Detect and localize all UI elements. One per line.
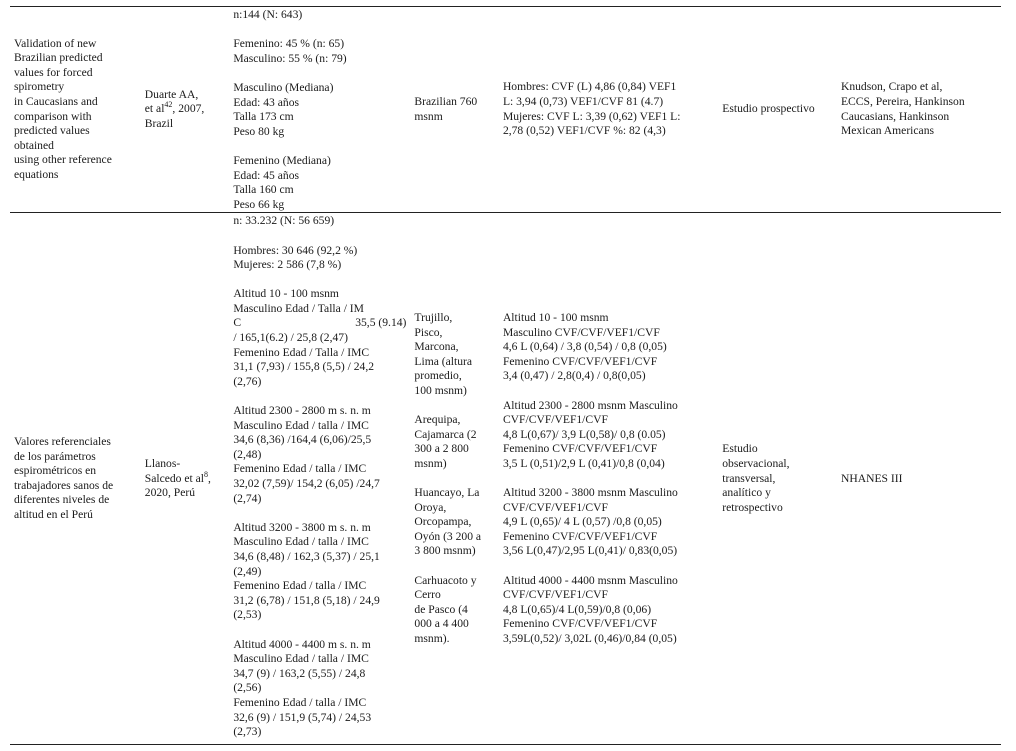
population-cell: n:144 (N: 643) Femenino: 45 % (n: 65) Masculino: 55 % (n: 79) Masculino (Mediana) Edad: 43 años Talla 173 cm Peso 80 kg Femenino (Mediana) Edad: 45 años Talla 160 cm Peso 66 kg [229, 7, 410, 213]
reference-superscript: 42 [164, 100, 173, 110]
table-row [10, 7, 1001, 213]
reference-equations-cell: NHANES III [837, 213, 1001, 745]
spirometry-values-cell: Altitud 10 - 100 msnm Masculino CVF/CVF/VEF1/CVF 4,6 L (0,64) / 3,8 (0,54) / 0,8 (0,05) Femenino CVF/CVF/VEF1/CVF 3,4 (0,47) / 2,8(0,4) / 0,8(0,05) Altitud 2300 - 2800 msnm Masculino CVF/CVF/VEF1/CVF 4,8 L(0,67)/ 3,9 L(0,58)/ 0,8 (0.05) Femenino CVF/CVF/VEF1/CVF 3,5 L (0,51)/2,9 L (0,41)/0,8 (0,04) Altitud 3200 - 3800 msnm Masculino CVF/CVF/VEF1/CVF 4,9 L (0,65)/ 4 L (0,57) /0,8 (0,05) Femenino CVF/CVF/VEF1/CVF 3,56 L(0,47)/2,95 L(0,41)/ 0,83(0,05) Altitud 4000 - 4400 msnm Masculino CVF/CVF/VEF1/CVF 4,8 L(0,65)/4 L(0,59)/0,8 (0,06) Femenino CVF/CVF/VEF1/CVF 3,59L(0,52)/ 3,02L (0,46)/0,84 (0,05) [499, 213, 718, 745]
study-title-cell: Valores referenciales de los parámetros espirométricos en trabajadores sanos de diferentes niveles de altitud en el Perú [10, 213, 141, 745]
altitude-cell: Brazilian 760 msnm [410, 7, 499, 213]
reference-equations-cell: Knudson, Crapo et al, ECCS, Pereira, Hankinson Caucasians, Hankinson Mexican Americans [837, 7, 1001, 213]
reference-superscript: 8 [204, 469, 209, 479]
spirometry-values-cell: Hombres: CVF (L) 4,86 (0,84) VEF1 L: 3,94 (0,73) VEF1/CVF 81 (4.7) Mujeres: CVF L: 3,39 (0,62) VEF1 L: 2,78 (0,52) VEF1/CVF %: 82 (4,3) [499, 7, 718, 213]
study-design-cell: Estudio prospectivo [718, 7, 837, 213]
author-cell: Duarte AA, et $al^{42}$, 2007, Brazil [141, 7, 230, 213]
reference-values-table [10, 6, 1001, 745]
altitude-cell: Trujillo, Pisco, Marcona, Lima (altura promedio, 100 msnm) Arequipa, Cajamarca (2 300 a 2 800 msnm) Huancayo, La Oroya, Orcopampa, Oyón (3 200 a 3 800 msnm) Carhuacoto y Cerro de Pasco (4 000 a 4 400 msnm). [410, 213, 499, 745]
population-cell: n: 33.232 (N: 56 659) Hombres: 30 646 (92,2 %) Mujeres: 2 586 (7,8 %) Altitud 10 - 100 msnm Masculino Edad / Talla / IM C 35,5 (9.14) / 165,1(6.2) / 25,8 (2,47) Femenino Edad / Talla / IMC 31,1 (7,93) / 155,8 (5,5) / 24,2 (2,76) Altitud 2300 - 2800 m s. n. m Masculino Edad / talla / IMC 34,6 (8,36) /164,4 (6,06)/25,5 (2,48) Femenino Edad / talla / IMC 32,02 (7,59)/ 154,2 (6,05) /24,7 (2,74) Altitud 3200 - 3800 m s. n. m Masculino Edad / talla / IMC 34,6 (8,48) / 162,3 (5,37) / 25,1 (2,49) Femenino Edad / talla / IMC 31,2 (6,78) / 151,8 (5,18) / 24,9 (2,53) Altitud 4000 - 4400 m s. n. m Masculino Edad / talla / IMC 34,7 (9) / 163,2 (5,55) / 24,8 (2,56) Femenino Edad / talla / IMC 32,6 (9) / 151,9 (5,74) / 24,53 (2,73) [229, 213, 410, 745]
table-row [10, 213, 1001, 745]
author-cell: Llanos- Salcedo et $al^8$, 2020, Perú [141, 213, 230, 745]
study-title-cell: Validation of new Brazilian predicted values for forced spirometry in Caucasians and comparison with predicted values obtained using other reference equations [10, 7, 141, 213]
study-design-cell: Estudio observacional, transversal, analítico y retrospectivo [718, 213, 837, 745]
